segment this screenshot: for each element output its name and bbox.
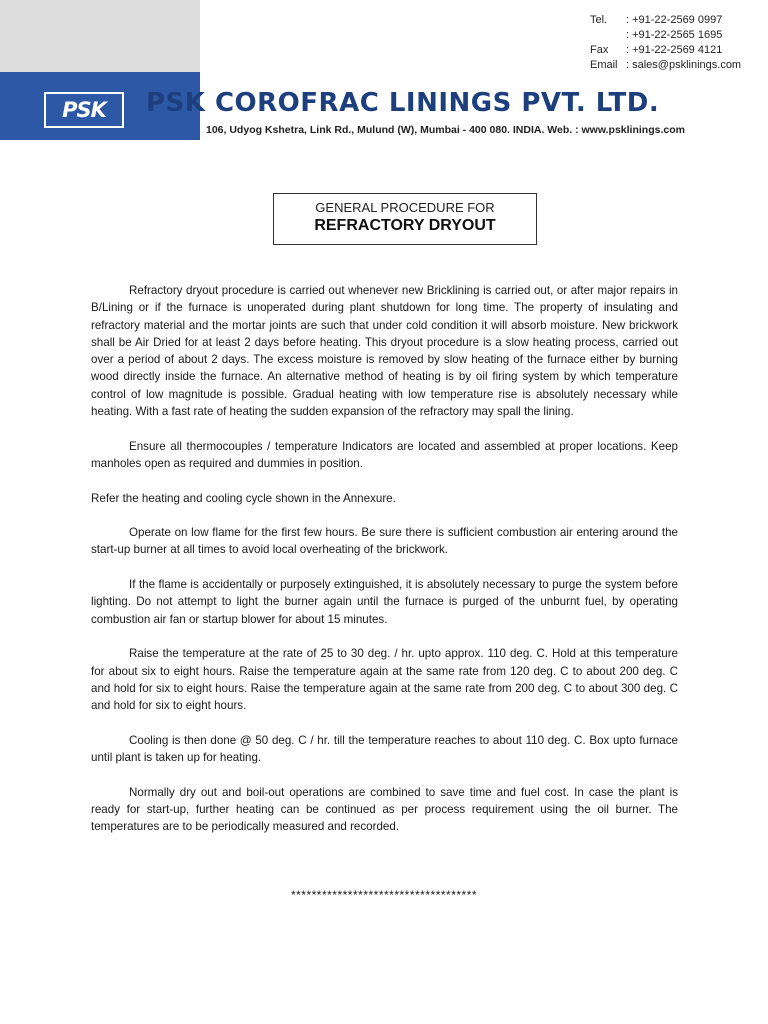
contact-label: [590, 28, 626, 43]
paragraph: Operate on low flame for the first few hours. Be sure there is sufficient combustion air entering around the start-up burner at all times to avoid local overheating of the brickwork.: [91, 526, 678, 557]
paragraph: Refractory dryout procedure is carried out whenever new Bricklining is carried out, or after major repairs in B/Lining or if the furnace is unoperated during plant shutdown for long time. The property of insulating and refractory material and the mortar joints are such that under cold condition it will absorb moisture. New brickwork shall be Air Dried for at least 2 days before heating. This dryout procedure is a slow heating process, carried out over a period of about 2 days. The excess moisture is removed by slow heating of the furnace either by burning wood directly inside the furnace. An alternative method of heating is by oil firing system by which temperature control of low magnitude is possible. Gradual heating with low temperature rise is absolutely necessary while heating. With a fast rate of heating the sudden expansion of the refractory may spall the lining.: [91, 284, 678, 419]
contact-row-fax: [590, 43, 760, 58]
contact-value: : +91-22-2565 1695: [626, 29, 723, 41]
contact-block: [590, 13, 760, 73]
contact-row-tel2: [590, 28, 760, 43]
contact-value: : sales@psklinings.com: [626, 59, 742, 71]
company-name: PSK COROFRAC LININGS PVT. LTD.: [146, 88, 660, 118]
logo-text: PSK: [62, 98, 106, 122]
company-address: 106, Udyog Kshetra, Link Rd., Mulund (W), Mumbai - 400 080. INDIA. Web. : www.psklinings.com: [206, 124, 685, 136]
paragraph: If the flame is accidentally or purposely extinguished, it is absolutely necessary to purge the system before lighting. Do not attempt to light the burner again until the furnace is purged of the unburnt fuel, by operating combustion air fan or startup blower for about 15 minutes.: [91, 578, 678, 626]
contact-label: Fax: [590, 44, 609, 56]
contact-label: Tel.: [590, 14, 608, 26]
footer-separator: ************************************: [290, 888, 478, 902]
paragraph: Normally dry out and boil-out operations are combined to save time and fuel cost. In case the plant is ready for start-up, further heating can be continued as per process requirement using the oil burner. The temperatures are to be periodically measured and recorded.: [91, 785, 678, 834]
company-logo: [44, 92, 124, 128]
header-grey-block: [0, 0, 200, 72]
paragraph: Ensure all thermocouples / temperature Indicators are located and assembled at proper locations. Keep manholes open as required and dummies in position.: [91, 439, 678, 470]
document-body: [91, 282, 678, 853]
paragraph: Raise the temperature at the rate of 25 to 30 deg. / hr. upto approx. 110 deg. C. Hold at this temperature for about six to eight hours. Raise the temperature again at the same rate from 120 deg. C to about 200 deg. C and hold for six to eight hours. Raise the temperature again at the same rate from 200 deg. C to about 300 deg. C and hold for six to eight hours.: [91, 647, 678, 713]
contact-row-email: [590, 58, 760, 73]
contact-value: : +91-22-2569 0997: [626, 14, 723, 26]
title-line-1: GENERAL PROCEDURE FOR: [315, 200, 495, 215]
contact-row-tel: [590, 13, 760, 28]
contact-value: : +91-22-2569 4121: [626, 44, 723, 56]
paragraph: Cooling is then done @ 50 deg. C / hr. till the temperature reaches to about 110 deg. C. Box upto furnace until plant is taken up for heating.: [91, 733, 678, 765]
paragraph: Refer the heating and cooling cycle shown in the Annexure.: [91, 491, 396, 505]
title-line-2: REFRACTORY DRYOUT: [314, 217, 496, 234]
contact-label: Email: [590, 59, 618, 71]
document-title-box: [273, 193, 537, 245]
